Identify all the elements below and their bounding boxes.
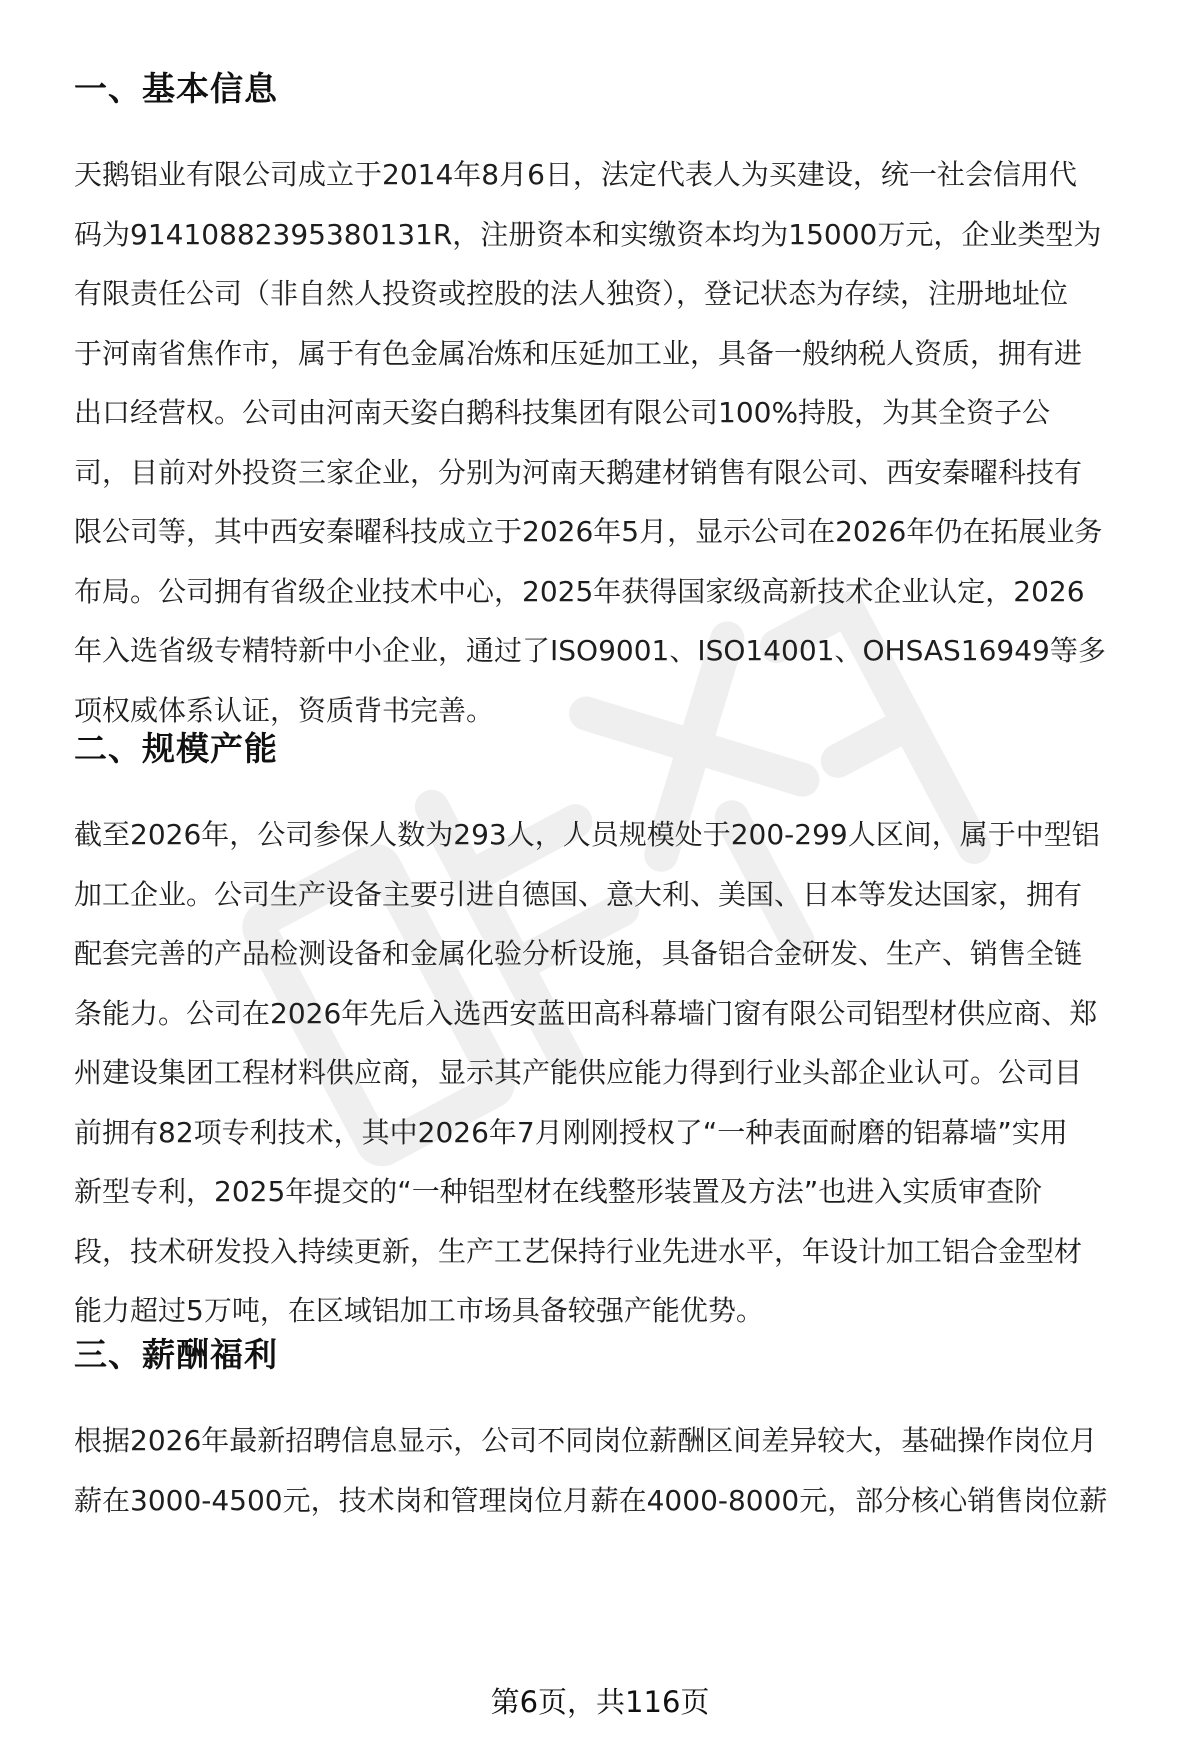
section-title-basic-info: 一、基本信息 (74, 69, 278, 108)
text-line: 能力超过5万吨，在区域铝加工市场具备较强产能优势。 (74, 1294, 764, 1327)
text-line: 出口经营权。公司由河南天姿白鹅科技集团有限公司100%持股，为其全资子公 (74, 396, 1051, 429)
text-line: 州建设集团工程材料供应商，显示其产能供应能力得到行业头部企业认可。公司目 (74, 1056, 1083, 1089)
text-line: 根据2026年最新招聘信息显示，公司不同岗位薪酬区间差异较大，基础操作岗位月 (74, 1424, 1098, 1457)
text-line: 于河南省焦作市，属于有色金属冶炼和压延加工业，具备一般纳税人资质，拥有进 (74, 336, 1083, 370)
section-body-scale-capacity (74, 805, 1154, 1341)
section-body-basic-info (74, 145, 1154, 740)
text-line: 前拥有82项专利技术，其中2026年7月刚刚授权了“一种表面耐磨的铝幕墙”实用 (74, 1115, 1068, 1149)
text-line: 截至2026年，公司参保人数为293人，人员规模处于200-299人区间，属于中型铝 (74, 818, 1100, 851)
text-line: 天鹅铝业有限公司成立于2014年8月6日，法定代表人为买建设，统一社会信用代 (74, 158, 1077, 191)
section-title-salary-benefits: 三、薪酬福利 (74, 1335, 278, 1374)
page-number-footer: 第6页，共116页 (490, 1685, 710, 1719)
text-line: 项权威体系认证，资质背书完善。 (74, 693, 495, 727)
section-body-salary-benefits (74, 1411, 1154, 1530)
text-line: 布局。公司拥有省级企业技术中心，2025年获得国家级高新技术企业认定，2026 (74, 574, 1085, 608)
text-line: 加工企业。公司生产设备主要引进自德国、意大利、美国、日本等发达国家，拥有 (74, 877, 1083, 911)
text-line: 新型专利，2025年提交的“一种铝型材在线整形装置及方法”也进入实质审查阶 (74, 1175, 1043, 1208)
text-line: 配套完善的产品检测设备和金属化验分析设施，具备铝合金研发、生产、销售全链 (74, 937, 1083, 970)
section-title-scale-capacity: 二、规模产能 (74, 729, 278, 768)
text-line: 年入选省级专精特新中小企业，通过了ISO9001、ISO14001、OHSAS16949等多 (74, 634, 1106, 667)
text-line: 薪在3000-4500元，技术岗和管理岗位月薪在4000-8000元，部分核心销售岗位薪 (74, 1483, 1108, 1517)
text-line: 限公司等，其中西安秦曜科技成立于2026年5月，显示公司在2026年仍在拓展业务 (74, 515, 1103, 548)
text-line: 司，目前对外投资三家企业，分别为河南天鹅建材销售有限公司、西安秦曜科技有 (74, 455, 1083, 489)
text-line: 码为91410882395380131R，注册资本和实缴资本均为15000万元，企业类型为 (74, 217, 1102, 251)
text-line: 段，技术研发投入持续更新，生产工艺保持行业先进水平，年设计加工铝合金型材 (74, 1234, 1083, 1268)
text-line: 条能力。公司在2026年先后入选西安蓝田高科幕墙门窗有限公司铝型材供应商、郑 (74, 996, 1098, 1030)
text-line: 有限责任公司（非自然人投资或控股的法人独资），登记状态为存续，注册地址位 (74, 277, 1069, 310)
